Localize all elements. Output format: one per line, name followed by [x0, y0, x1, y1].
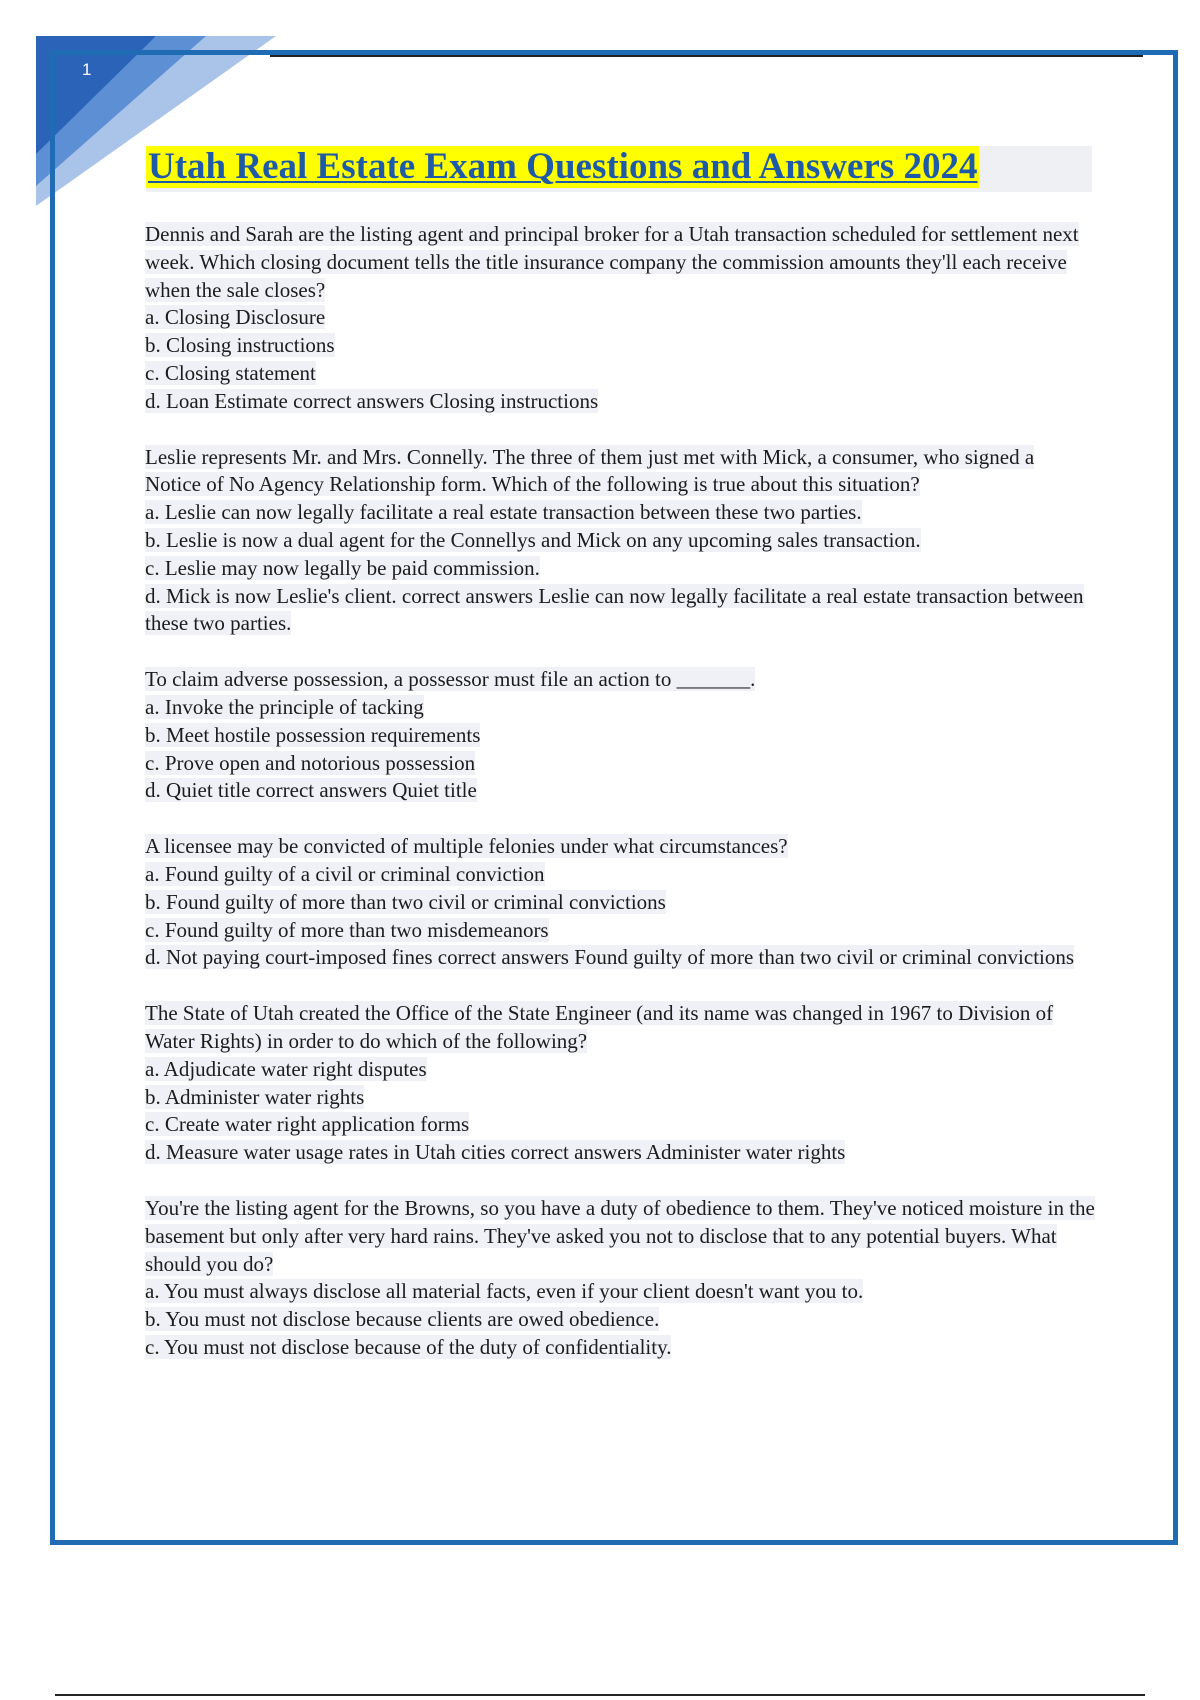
- answer-option: a. Found guilty of a civil or criminal conviction: [145, 861, 545, 886]
- answer-option: d. Loan Estimate correct answers Closing instructions: [145, 388, 599, 413]
- question-text: To claim adverse possession, a possessor must file an action to _______.: [145, 667, 756, 692]
- answer-option: b. Closing instructions: [145, 333, 335, 358]
- question-text: You're the listing agent for the Browns, so you have a duty of obedience to them. They've noticed moisture in the basement but only after very hard rains. They've asked you not to disclose that to any potential buyers. What should you do?: [145, 1195, 1095, 1276]
- question-block: [145, 833, 1095, 972]
- question-block: [145, 221, 1095, 416]
- answer-option: b. Leslie is now a dual agent for the Connellys and Mick on any upcoming sales transaction.: [145, 527, 921, 552]
- answer-option: a. Invoke the principle of tacking: [145, 694, 424, 719]
- footer-rule: [55, 1694, 1145, 1696]
- answer-option: b. You must not disclose because clients are owed obedience.: [145, 1307, 660, 1332]
- answer-option: d. Measure water usage rates in Utah cities correct answers Administer water rights: [145, 1140, 846, 1165]
- question-block: [145, 666, 1095, 805]
- answer-option: c. Closing statement: [145, 360, 316, 385]
- answer-option: a. You must always disclose all material facts, even if your client doesn't want you to.: [145, 1279, 864, 1304]
- question-block: [145, 1000, 1095, 1167]
- question-list: [145, 221, 1095, 1390]
- answer-option: d. Not paying court-imposed fines correct answers Found guilty of more than two civil or criminal convictions: [145, 945, 1075, 970]
- page-number: 1: [82, 60, 92, 79]
- question-text: Dennis and Sarah are the listing agent and principal broker for a Utah transaction scheduled for settlement next week. Which closing document tells the title insurance company the commission amounts they'll each receive when the sale closes?: [145, 222, 1079, 302]
- answer-option: c. Prove open and notorious possession: [145, 750, 476, 775]
- question-text: A licensee may be convicted of multiple felonies under what circumstances?: [145, 834, 788, 859]
- answer-option: d. Mick is now Leslie's client. correct answers Leslie can now legally facilitate a real estate transaction between these two parties.: [145, 583, 1084, 636]
- question-text: Leslie represents Mr. and Mrs. Connelly. The three of them just met with Mick, a consumer, who signed a Notice of No Agency Relationship form. Which of the following is true about this situation?: [145, 444, 1035, 497]
- question-block: [145, 444, 1095, 639]
- answer-option: c. Leslie may now legally be paid commission.: [145, 555, 540, 580]
- answer-option: b. Administer water rights: [145, 1084, 365, 1109]
- question-block: [145, 1195, 1095, 1362]
- answer-option: d. Quiet title correct answers Quiet title: [145, 778, 477, 803]
- answer-option: c. Found guilty of more than two misdemeanors: [145, 917, 549, 942]
- answer-option: a. Closing Disclosure: [145, 305, 326, 330]
- answer-option: a. Leslie can now legally facilitate a real estate transaction between these two parties.: [145, 500, 862, 525]
- answer-option: b. Found guilty of more than two civil or criminal convictions: [145, 889, 666, 914]
- document-title: Utah Real Estate Exam Questions and Answers 2024: [148, 146, 978, 187]
- answer-option: b. Meet hostile possession requirements: [145, 722, 481, 747]
- answer-option: c. You must not disclose because of the duty of confidentiality.: [145, 1334, 672, 1359]
- answer-option: a. Adjudicate water right disputes: [145, 1056, 427, 1081]
- question-text: The State of Utah created the Office of the State Engineer (and its name was changed in 1967 to Division of Water Rights) in order to do which of the following?: [145, 1001, 1054, 1053]
- answer-option: c. Create water right application forms: [145, 1112, 470, 1137]
